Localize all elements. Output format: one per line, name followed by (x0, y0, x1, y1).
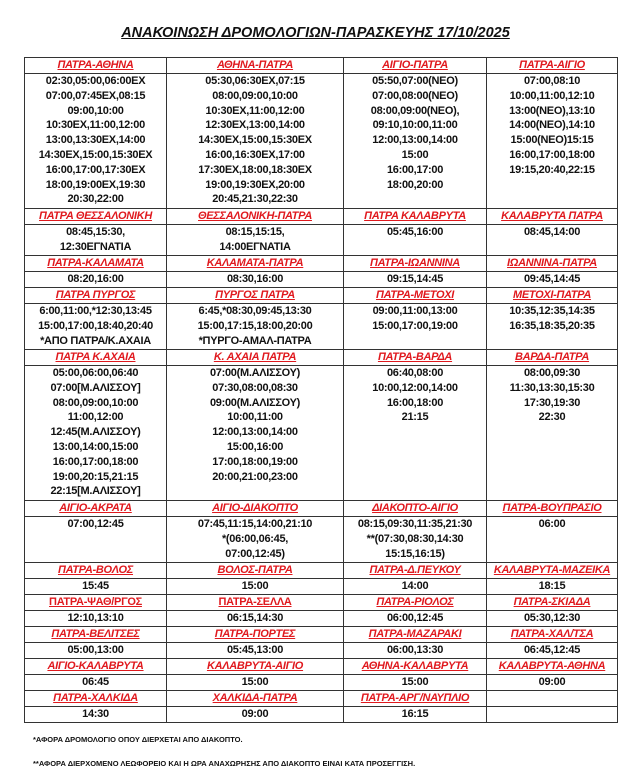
route-header-cell (25, 659, 167, 675)
schedule-table (24, 57, 618, 723)
departure-times-line: 14:00(ΝΕΟ),14:10 (509, 119, 595, 132)
departure-times-line: 08:00,09:00,10:00 (52, 396, 139, 409)
departure-times-line: 06:40,08:00 (386, 367, 444, 379)
route-header-cell (167, 288, 344, 304)
departure-times-line: *ΑΠΟ ΠΑΤΡΑ/Κ.ΑΧΑΙΑ (40, 334, 151, 347)
departure-times-line: 16:00,17:00,18:00 (52, 455, 139, 468)
route-header-cell (25, 595, 167, 611)
route-name: ΠΑΤΡΑ-ΣΕΛΛΑ (218, 596, 292, 608)
departure-times-line: 20:00,21:00,23:00 (212, 470, 298, 483)
route-name: ΠΑΤΡΑ ΘΕΣΣΑΛΟΝΙΚΗ (39, 210, 152, 222)
departure-times-line: 08:30,16:00 (226, 273, 284, 285)
departure-times-line: **(07:30,08:30,14:30 (366, 532, 464, 545)
route-name: ΠΑΤΡΑ ΚΑΛΑΒΡΥΤΑ (364, 210, 466, 222)
departure-times-line: 19:00,19:30ΕΧ,20:00 (205, 178, 305, 191)
departure-times-line: 18:00,20:00 (386, 178, 444, 191)
departure-times-line: 15:00 (241, 580, 269, 592)
departure-times-line: 16:00,17:00,18:00 (509, 148, 595, 161)
route-header-row (25, 209, 618, 225)
route-header-row (25, 691, 618, 707)
route-header-cell (344, 209, 487, 225)
route-header-cell (167, 627, 344, 643)
route-name: ΠΑΤΡΑ-ΒΕΛΙΤΣΕΣ (51, 628, 140, 640)
route-header-row (25, 501, 618, 517)
route-header-cell (487, 563, 618, 579)
route-header-cell (344, 595, 487, 611)
route-times-row (25, 675, 618, 691)
route-header-cell (25, 256, 167, 272)
route-times-cell (344, 517, 487, 563)
departure-times-line: 19:15,20:40,22:15 (509, 163, 595, 176)
departure-times-line: 16:15 (401, 708, 429, 720)
route-header-cell (25, 288, 167, 304)
route-times-cell (167, 225, 344, 256)
route-times-cell (344, 675, 487, 691)
departure-times-line: 15:00 (401, 148, 429, 161)
route-name: ΔΙΑΚΟΠΤΟ-ΑΙΓΙΟ (372, 502, 458, 514)
route-times-row (25, 611, 618, 627)
route-header-cell (167, 350, 344, 366)
route-name: ΒΑΡΔΑ-ΠΑΤΡΑ (514, 351, 590, 363)
route-name: ΚΑΛΑΜΑΤΑ-ΠΑΤΡΑ (206, 257, 304, 269)
route-name: ΠΑΤΡΑ-ΒΟΛΟΣ (57, 564, 134, 576)
departure-times-line: 15:00,17:00,18:40,20:40 (38, 319, 153, 332)
departure-times-line: 08:45,15:30, (66, 226, 125, 238)
departure-times-line: 14:00 (401, 580, 429, 592)
route-name: ΑΘΗΝΑ-ΠΑΤΡΑ (216, 59, 294, 71)
departure-times-line: 10:30ΕΧ,11:00,12:00 (205, 104, 305, 117)
route-name: ΠΑΤΡΑ-ΙΩΑΝΝΙΝΑ (370, 257, 460, 269)
route-header-cell (344, 288, 487, 304)
route-header-row (25, 350, 618, 366)
route-times-row (25, 517, 618, 563)
route-name: ΠΥΡΓΟΣ ΠΑΤΡΑ (215, 289, 295, 301)
departure-times-line: 09:00 (241, 708, 269, 720)
route-header-cell (167, 563, 344, 579)
route-times-cell (344, 579, 487, 595)
departure-times-line: 12:45(Μ.ΑΛΙΣΣΟΥ) (50, 426, 141, 439)
departure-times-line: 15:00 (241, 676, 269, 688)
route-times-cell (487, 579, 618, 595)
departure-times-line: 08:15,09:30,11:35,21:30 (357, 518, 473, 530)
route-name: ΠΑΤΡΑ ΠΥΡΓΟΣ (55, 289, 136, 301)
route-header-row (25, 659, 618, 675)
departure-times-line: 09:10,10:00,11:00 (372, 119, 458, 132)
departure-times-line: 08:00,09:30 (523, 367, 581, 379)
departure-times-line: 07:00,08:10 (523, 75, 581, 87)
departure-times-line: 15:15,16:15) (385, 547, 445, 560)
route-name: Κ. ΑΧΑΙΑ ΠΑΤΡΑ (213, 351, 297, 363)
departure-times-line: 09:00,10:00 (67, 104, 124, 117)
route-times-cell (25, 707, 167, 723)
departure-times-line: 11:30,13:30,15:30 (509, 381, 595, 394)
departure-times-line: 07:00,12:45) (225, 547, 285, 560)
departure-times-line: 6:00,11:00,*12:30,13:45 (39, 305, 152, 317)
route-name: ΠΑΤΡΑ-ΡΙΟΛΟΣ (376, 596, 454, 608)
departure-times-line: 08:15,15:15, (225, 226, 285, 238)
route-header-cell (487, 288, 618, 304)
departure-times-line: 08:20,16:00 (67, 273, 124, 285)
route-times-cell (344, 272, 487, 288)
departure-times-line: 16:00,16:30ΕΧ,17:00 (205, 148, 305, 161)
departure-times-line: 16:00,18:00 (386, 396, 444, 409)
departure-times-line: 06:15,14:30 (226, 612, 284, 624)
route-name: ΚΑΛΑΒΡΥΤΑ-ΜΑΖΕΙΚΑ (493, 564, 611, 576)
route-times-cell (487, 272, 618, 288)
departure-times-line: 12:30ΕΧ,13:00,14:00 (205, 119, 305, 132)
departure-times-line: 21:15 (401, 411, 429, 424)
departure-times-line: 22:30 (538, 411, 566, 424)
route-name: ΑΙΓΙΟ-ΔΙΑΚΟΠΤΟ (212, 502, 298, 514)
route-header-cell (344, 256, 487, 272)
route-name: ΠΑΤΡΑ-ΒΑΡΔΑ (377, 351, 453, 363)
route-header-cell (25, 501, 167, 517)
route-times-cell (487, 74, 618, 209)
route-header-cell (487, 350, 618, 366)
route-header-cell (167, 58, 344, 74)
route-name: ΠΑΤΡΑ-Δ.ΠΕΥΚΟΥ (369, 564, 461, 576)
route-times-cell (167, 611, 344, 627)
route-times-cell (25, 74, 167, 209)
departure-times-line: 10:00,11:00,12:10 (509, 89, 595, 102)
departure-times-line: 15:45 (82, 580, 109, 592)
departure-times-line: 13:00,14:00,15:00 (52, 440, 139, 453)
route-name: ΠΑΤΡΑ Κ.ΑΧΑΙΑ (55, 351, 136, 363)
page-title: ΑΝΑΚΟΙΝΩΣΗ ΔΡΟΜΟΛΟΓΙΩΝ-ΠΑΡΑΣΚΕΥΗΣ 17/10/2025 (121, 25, 510, 41)
departure-times-line: 06:00 (538, 518, 566, 530)
departure-times-line: 13:00(ΝΕΟ),13:10 (509, 104, 595, 117)
route-times-cell (344, 304, 487, 350)
departure-times-line: 18:00,19:00ΕΧ,19:30 (45, 178, 146, 191)
departure-times-line: 14:30ΕΧ,15:00,15:30ΕΧ (198, 134, 312, 147)
route-name: ΠΑΤΡΑ-ΚΑΛΑΜΑΤΑ (47, 257, 144, 269)
route-name: ΜΕΤΟΧΙ-ΠΑΤΡΑ (512, 289, 592, 301)
departure-times-line: 07:00,07:45ΕΧ,08:15 (45, 89, 146, 102)
departure-times-line: 17:30ΕΧ,18:00,18:30ΕΧ (198, 163, 312, 176)
route-header-row (25, 288, 618, 304)
departure-times-line: 07:00[Μ.ΑΛΙΣΣΟΥ] (50, 381, 141, 394)
departure-times-line: 10:00,11:00 (227, 411, 283, 424)
departure-times-line: 20:30,22:00 (67, 193, 124, 206)
route-header-cell (25, 58, 167, 74)
departure-times-line: 05:45,16:00 (386, 226, 444, 238)
route-header-row (25, 595, 618, 611)
departure-times-line: 14:30ΕΧ,15:00,15:30ΕΧ (38, 148, 153, 161)
route-name: ΠΑΤΡΑ-ΣΚΙΑΔΑ (513, 596, 591, 608)
route-header-cell (25, 350, 167, 366)
departure-times-line: 16:35,18:35,20:35 (509, 319, 595, 332)
route-times-cell (344, 366, 487, 501)
departure-times-line: 09:00(Μ.ΑΛΙΣΣΟΥ) (209, 396, 300, 409)
route-times-cell (167, 579, 344, 595)
route-name: ΙΩΑΝΝΙΝΑ-ΠΑΤΡΑ (507, 257, 597, 269)
route-name: ΧΑΛΚΙΔΑ-ΠΑΤΡΑ (212, 692, 298, 704)
route-times-cell (25, 517, 167, 563)
route-header-row (25, 256, 618, 272)
departure-times-line: 15:00 (401, 676, 429, 688)
route-times-cell (167, 707, 344, 723)
route-header-cell (487, 58, 618, 74)
route-header-cell (25, 691, 167, 707)
departure-times-line: 05:45,13:00 (226, 644, 284, 656)
route-header-cell (344, 627, 487, 643)
route-times-cell (167, 366, 344, 501)
route-header-cell (167, 256, 344, 272)
route-times-cell (25, 272, 167, 288)
departure-times-line: 12:30ΕΓΝΑΤΙΑ (59, 240, 132, 253)
departure-times-line: 05:00,13:00 (67, 644, 124, 656)
departure-times-line: 05:30,06:30ΕΧ,07:15 (205, 75, 305, 87)
departure-times-line: 05:00,06:00,06:40 (52, 367, 139, 379)
route-name: ΚΑΛΑΒΡΥΤΑ ΠΑΤΡΑ (501, 210, 603, 222)
departure-times-line: 14:30 (82, 708, 109, 720)
route-header-cell (487, 659, 618, 675)
route-times-cell (167, 304, 344, 350)
route-times-row (25, 366, 618, 501)
route-header-cell (167, 209, 344, 225)
route-header-cell (25, 627, 167, 643)
route-times-row (25, 272, 618, 288)
route-times-cell (344, 225, 487, 256)
departure-times-line: 05:50,07:00(ΝΕΟ) (372, 75, 458, 87)
route-times-cell (25, 643, 167, 659)
route-header-cell (487, 256, 618, 272)
departure-times-line: 14:00ΕΓΝΑΤΙΑ (219, 240, 291, 253)
departure-times-line: 17:30,19:30 (523, 396, 581, 409)
departure-times-line: 15:00,16:00 (226, 440, 284, 453)
route-header-cell (344, 659, 487, 675)
footnote-single-asterisk: *ΑΦΟΡΑ ΔΡΟΜΟΛΟΓΙΟ ΟΠΟΥ ΔΙΕΡΧΕΤΑΙ ΑΠΟ ΔΙΑΚΟΠΤΟ. (33, 735, 243, 744)
departure-times-line: 05:30,12:30 (523, 612, 581, 624)
route-times-cell (25, 366, 167, 501)
route-times-cell (487, 611, 618, 627)
route-times-row (25, 74, 618, 209)
departure-times-line: 09:45,14:45 (523, 273, 581, 285)
route-times-cell (167, 272, 344, 288)
departure-times-line: *ΠΥΡΓΟ-ΑΜΑΛ-ΠΑΤΡΑ (198, 334, 312, 347)
departure-times-line: 08:00,09:00,10:00 (212, 89, 298, 102)
route-name: ΠΑΤΡΑ-ΑΘΗΝΑ (57, 59, 134, 71)
route-name: ΑΘΗΝΑ-ΚΑΛΑΒΡΥΤΑ (361, 660, 469, 672)
departure-times-line: 16:00,17:00 (386, 163, 444, 176)
route-header-cell (167, 691, 344, 707)
departure-times-line: 12:10,13:10 (67, 612, 124, 624)
departure-times-line: 19:00,20:15,21:15 (52, 470, 139, 483)
departure-times-line: 15:00,17:00,19:00 (372, 319, 458, 332)
departure-times-line: 20:45,21:30,22:30 (212, 193, 298, 206)
departure-times-line: 15:00,17:15,18:00,20:00 (197, 319, 313, 332)
departure-times-line: 22:15[Μ.ΑΛΙΣΣΟΥ] (50, 485, 141, 498)
departure-times-line: 10:00,12:00,14:00 (372, 381, 458, 394)
route-times-row (25, 707, 618, 723)
route-name: ΑΙΓΙΟ-ΑΚΡΑΤΑ (59, 502, 132, 514)
departure-times-line: 07:00,08:00(ΝΕΟ) (372, 89, 458, 102)
route-name: ΠΑΤΡΑ-ΧΑΛΚΙΔΑ (53, 692, 138, 704)
departure-times-line: 08:00,09:00(ΝΕΟ), (370, 104, 460, 117)
departure-times-line: 15:00(ΝΕΟ)15:15 (510, 134, 594, 147)
route-header-cell (344, 501, 487, 517)
route-name: ΒΟΛΟΣ-ΠΑΤΡΑ (217, 564, 293, 576)
route-times-row (25, 304, 618, 350)
route-times-cell (167, 675, 344, 691)
departure-times-line: 06:45 (82, 676, 109, 688)
route-name: ΠΑΤΡΑ-ΑΡΓ/ΝΑΥΠΛΙΟ (360, 692, 470, 704)
route-name: ΠΑΤΡΑ-ΜΑΖΑΡΑΚΙ (368, 628, 462, 640)
departure-times-line: 06:45,12:45 (523, 644, 581, 656)
departure-times-line: 08:45,14:00 (523, 226, 581, 238)
route-times-cell (167, 517, 344, 563)
route-times-row (25, 579, 618, 595)
route-times-cell (487, 366, 618, 501)
route-times-cell (25, 579, 167, 595)
route-name: ΑΙΓΙΟ-ΚΑΛΑΒΡΥΤΑ (47, 660, 144, 672)
route-times-cell (25, 225, 167, 256)
route-times-cell (344, 74, 487, 209)
departure-times-line: 09:15,14:45 (386, 273, 444, 285)
route-times-cell (487, 304, 618, 350)
route-header-cell (344, 350, 487, 366)
departure-times-line: 11:00,12:00 (67, 411, 124, 424)
departure-times-line: 18:15 (538, 580, 566, 592)
route-header-cell (487, 595, 618, 611)
departure-times-line: 12:00,13:00,14:00 (212, 426, 298, 439)
departure-times-line: 07:30,08:00,08:30 (212, 381, 298, 394)
route-header-cell (344, 563, 487, 579)
route-times-cell (344, 611, 487, 627)
route-times-cell (25, 304, 167, 350)
route-header-cell (167, 595, 344, 611)
departure-times-line: 07:45,11:15,14:00,21:10 (197, 518, 313, 530)
route-times-cell (25, 611, 167, 627)
route-times-cell (487, 643, 618, 659)
route-header-cell (487, 627, 618, 643)
route-name: ΠΑΤΡΑ-ΑΙΓΙΟ (519, 59, 585, 71)
route-times-cell (344, 707, 487, 723)
route-header-cell (487, 691, 618, 707)
route-times-cell (167, 643, 344, 659)
route-header-row (25, 627, 618, 643)
route-times-row (25, 225, 618, 256)
route-header-cell (167, 501, 344, 517)
route-header-row (25, 563, 618, 579)
route-header-cell (344, 58, 487, 74)
route-name: ΘΕΣΣΑΛΟΝΙΚΗ-ΠΑΤΡΑ (198, 210, 312, 222)
route-name: ΚΑΛΑΒΡΥΤΑ-ΑΙΓΙΟ (206, 660, 304, 672)
departure-times-line: 13:00,13:30ΕΧ,14:00 (45, 134, 146, 147)
route-name: ΚΑΛΑΒΡΥΤΑ-ΑΘΗΝΑ (498, 660, 606, 672)
departure-times-line: 10:35,12:35,14:35 (509, 305, 595, 317)
departure-times-line: 06:00,13:30 (386, 644, 444, 656)
route-times-cell (25, 675, 167, 691)
departure-times-line: 02:30,05:00,06:00ΕΧ (45, 75, 146, 87)
route-header-cell (167, 659, 344, 675)
route-name: ΠΑΤΡΑ-ΜΕΤΟΧΙ (375, 289, 455, 301)
route-times-cell (487, 707, 618, 723)
departure-times-line: 17:00,18:00,19:00 (212, 455, 298, 468)
departure-times-line: 12:00,13:00,14:00 (372, 134, 458, 147)
departure-times-line: 07:00,12:45 (67, 518, 124, 530)
route-times-cell (344, 643, 487, 659)
route-times-row (25, 643, 618, 659)
route-name: ΠΑΤΡΑ-ΨΑΘ/ΡΓΟΣ (49, 596, 142, 608)
departure-times-line: 10:30ΕΧ,11:00,12:00 (46, 119, 145, 132)
departure-times-line: 06:00,12:45 (386, 612, 444, 624)
route-header-cell (487, 209, 618, 225)
footnote-double-asterisk: **ΑΦΟΡΑ ΔΙΕΡΧΟΜΕΝΟ ΛΕΩΦΟΡΕΙΟ ΚΑΙ Η ΩΡΑ ΑΝΑΧΩΡΗΣΗΣ ΑΠΟ ΔΙΑΚΟΠΤΟ ΕΙΝΑΙ ΚΑΤΑ ΠΡΟΣΕΓΓΙΣΗ. (33, 759, 416, 768)
route-name: ΑΙΓΙΟ-ΠΑΤΡΑ (382, 59, 448, 71)
route-name: ΠΑΤΡΑ-ΠΟΡΤΕΣ (214, 628, 296, 640)
route-name: ΠΑΤΡΑ-ΒΟΥΠΡΑΣΙΟ (502, 502, 602, 514)
route-header-cell (487, 501, 618, 517)
departure-times-line: *(06:00,06:45, (221, 532, 289, 545)
route-name: ΠΑΤΡΑ-ΧΑΛ/ΤΣΑ (510, 628, 594, 640)
route-times-cell (167, 74, 344, 209)
route-times-cell (487, 517, 618, 563)
route-times-cell (487, 225, 618, 256)
departure-times-line: 09:00,11:00,13:00 (372, 305, 458, 317)
departure-times-line: 09:00 (538, 676, 566, 688)
route-header-cell (25, 209, 167, 225)
route-header-cell (344, 691, 487, 707)
route-times-cell (487, 675, 618, 691)
route-header-cell (25, 563, 167, 579)
departure-times-line: 16:00,17:00,17:30ΕΧ (45, 163, 146, 176)
route-header-row (25, 58, 618, 74)
departure-times-line: 6:45,*08:30,09:45,13:30 (198, 305, 312, 317)
departure-times-line: 07:00(Μ.ΑΛΙΣΣΟΥ) (209, 367, 300, 379)
